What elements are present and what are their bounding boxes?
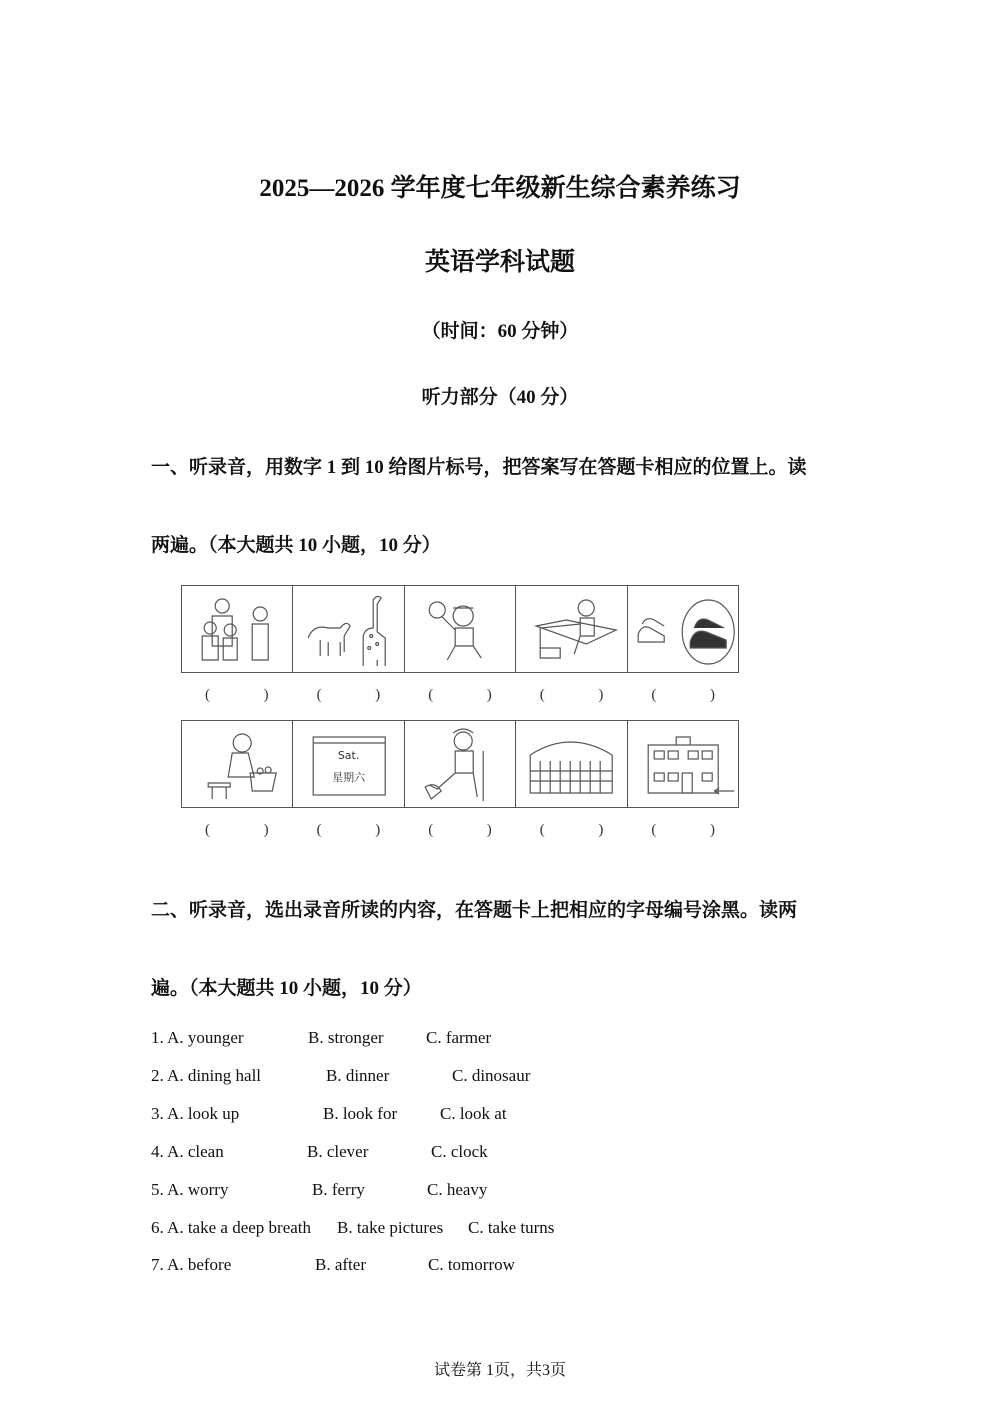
picture-injured-boy [405,721,516,807]
option-c[interactable]: C. tomorrow [428,1255,515,1274]
picture-fishing-boy [516,586,627,672]
picture-family [182,586,293,672]
option-a[interactable]: 6. A. take a deep breath [151,1218,312,1237]
option-c[interactable]: C. clock [431,1142,488,1161]
picture-school-building [628,721,738,807]
calendar-day-en: Sat. [337,749,360,762]
section1-instruction-line2: 两遍。（本大题共 10 小题，10 分） [151,535,441,556]
option-b[interactable]: B. dinner [326,1066,390,1085]
page-subtitle: 英语学科试题 [424,249,575,276]
option-a[interactable]: 5. A. worry [151,1180,229,1199]
section1-instruction-line1: 一、听录音，用数字 1 到 10 给图片标号，把答案写在答题卡相应的位置上。读 [151,457,807,478]
answer-blank[interactable]: ( ) [539,822,604,838]
option-c[interactable]: C. farmer [426,1028,492,1047]
page-title: 2025—2026 学年度七年级新生综合素养练习 [259,175,741,202]
option-b[interactable]: B. after [315,1255,366,1274]
option-b[interactable]: B. ferry [312,1180,365,1199]
answer-blank[interactable]: ( ) [651,822,715,838]
option-a[interactable]: 3. A. look up [151,1104,240,1123]
option-b[interactable]: B. clever [307,1142,369,1161]
picture-girl-washing [182,721,293,807]
answer-blank[interactable]: ( ) [428,822,492,838]
option-a[interactable]: 7. A. before [151,1255,232,1274]
page-footer: 试卷第 1页，共3页 [433,1362,566,1379]
option-c[interactable]: C. take turns [468,1218,555,1237]
option-b[interactable]: B. look for [323,1104,398,1123]
picture-shoes [628,586,738,672]
option-c[interactable]: C. look at [440,1104,507,1123]
section2-instruction-line1: 二、听录音，选出录音所读的内容，在答题卡上把相应的字母编号涂黑。读两 [151,900,798,921]
picture-stadium [516,721,627,807]
section2-instruction-line2: 遍。（本大题共 10 小题，10 分） [151,978,422,999]
option-b[interactable]: B. take pictures [337,1218,444,1237]
option-a[interactable]: 2. A. dining hall [151,1066,262,1085]
answer-blank[interactable]: ( ) [539,687,604,703]
answer-blank[interactable]: ( ) [651,687,715,703]
option-b[interactable]: B. stronger [308,1028,384,1047]
option-c[interactable]: C. dinosaur [452,1066,531,1085]
picture-calendar-saturday [293,721,404,807]
picture-horse-giraffe [293,586,404,672]
picture-badminton-boy [405,586,516,672]
picture-row-2 [181,720,739,808]
answer-blank[interactable]: ( ) [316,687,381,703]
picture-row-1 [181,585,739,673]
option-a[interactable]: 1. A. younger [151,1028,244,1047]
answer-blanks-row-1 [181,687,739,704]
answer-blank[interactable]: ( ) [205,822,269,838]
option-c[interactable]: C. heavy [427,1180,488,1199]
listening-part-heading: 听力部分（40 分） [421,387,579,408]
time-limit: （时间：60 分钟） [421,321,579,342]
calendar-day-cn: 星期六 [332,771,366,784]
answer-blanks-row-2 [181,822,739,839]
option-a[interactable]: 4. A. clean [151,1142,224,1161]
answer-blank[interactable]: ( ) [205,687,269,703]
answer-blank[interactable]: ( ) [316,822,381,838]
answer-blank[interactable]: ( ) [428,687,492,703]
